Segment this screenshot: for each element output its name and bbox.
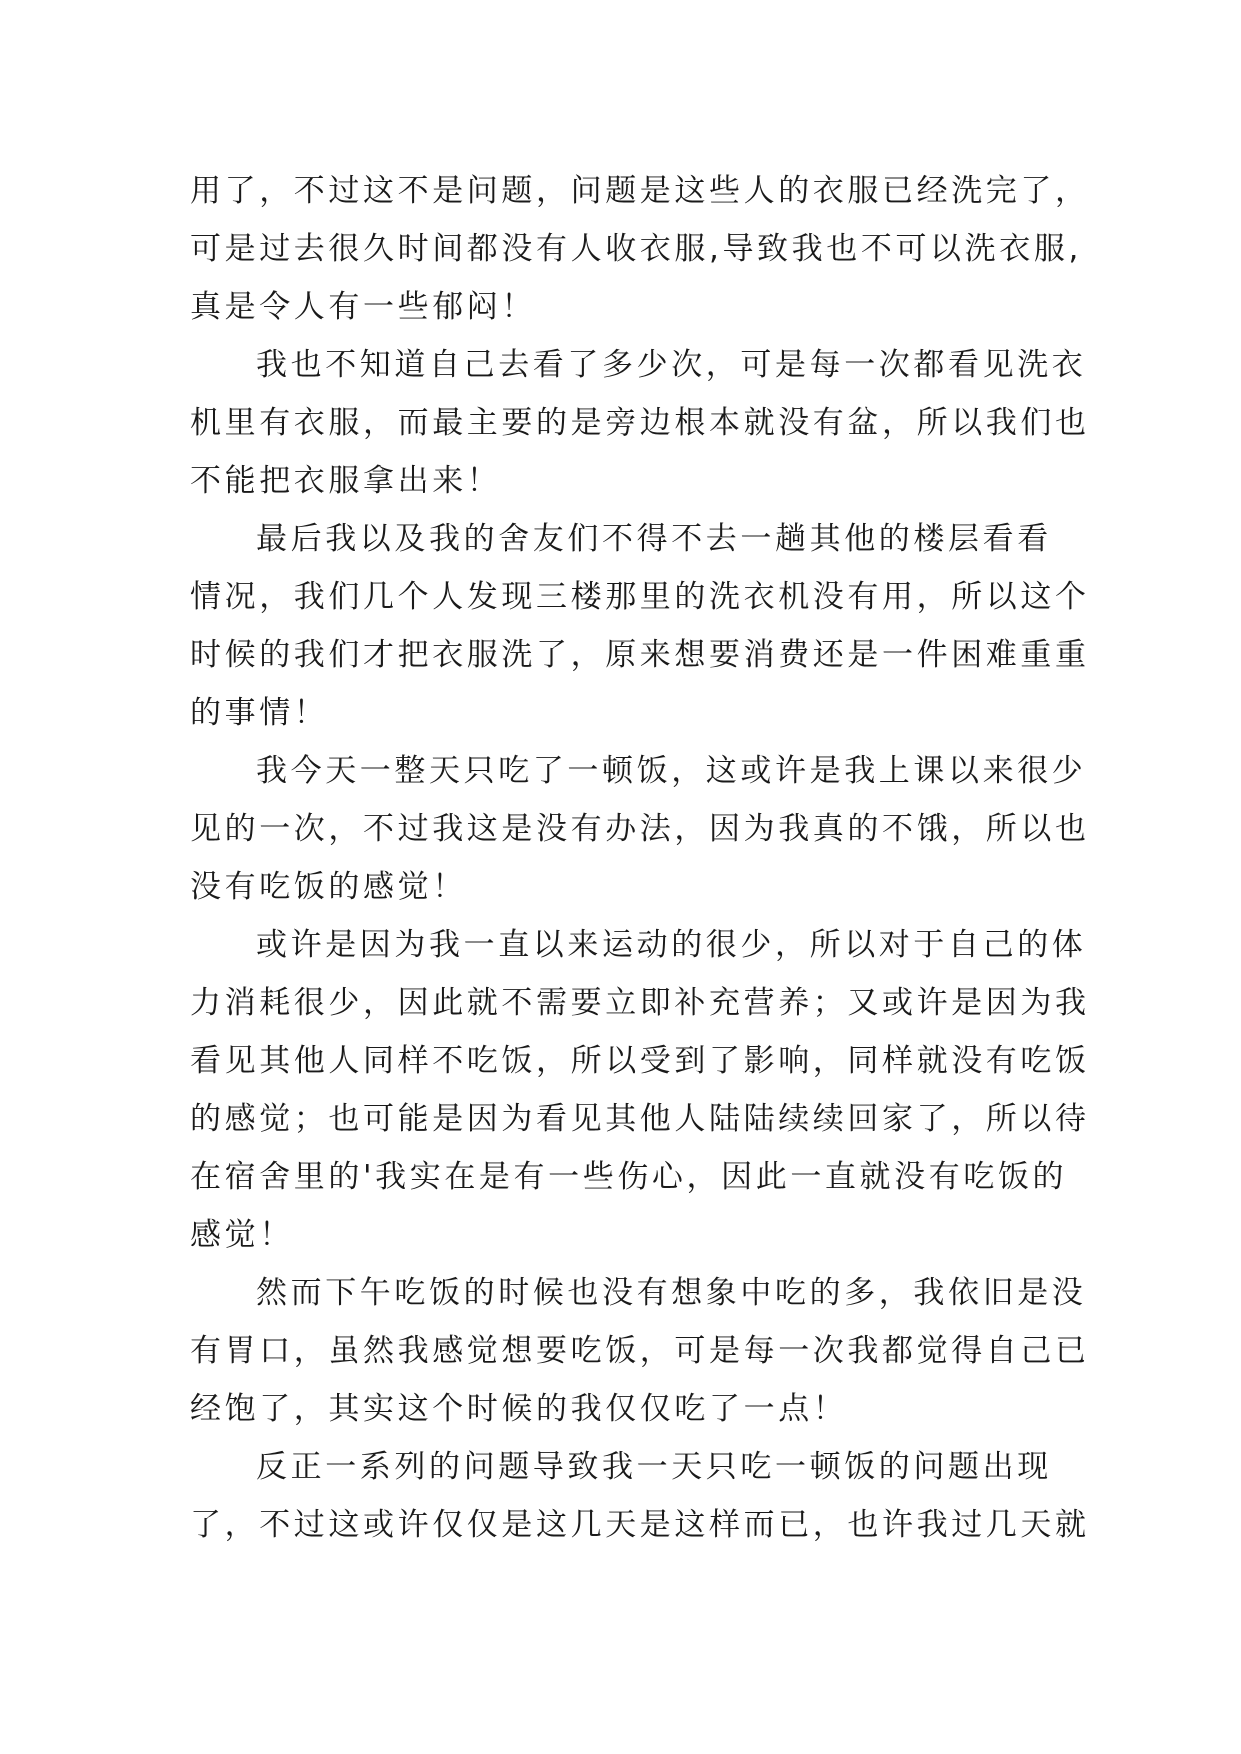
- document-body: [190, 162, 1090, 1554]
- text-line: 经饱了，其实这个时候的我仅仅吃了一点！: [190, 1391, 848, 1427]
- text-line: 有胃口，虽然我感觉想要吃饭，可是每一次我都觉得自己已: [190, 1333, 1090, 1369]
- text-line: 我今天一整天只吃了一顿饭，这或许是我上课以来很少: [256, 753, 1087, 789]
- text-line: 的事情！: [190, 695, 329, 731]
- text-line: 反正一系列的问题导致我一天只吃一顿饭的问题出现: [256, 1449, 1052, 1485]
- text-line: 了，不过这或许仅仅是这几天是这样而已，也许我过几天就: [190, 1507, 1090, 1543]
- text-line: 最后我以及我的舍友们不得不去一趟其他的楼层看看: [256, 521, 1052, 557]
- text-line: 然而下午吃饭的时候也没有想象中吃的多，我依旧是没: [256, 1275, 1087, 1311]
- text-line: 力消耗很少，因此就不需要立即补充营养；又或许是因为我: [190, 985, 1090, 1021]
- text-line: 情况，我们几个人发现三楼那里的洗衣机没有用，所以这个: [190, 579, 1090, 615]
- paragraph: [190, 742, 1090, 916]
- paragraph: [190, 162, 1090, 336]
- paragraph: [190, 916, 1090, 1264]
- text-line: 见的一次，不过我这是没有办法，因为我真的不饿，所以也: [190, 811, 1090, 847]
- text-line: 在宿舍里的'我实在是有一些伤心，因此一直就没有吃饭的: [190, 1159, 1068, 1195]
- paragraph: [190, 1264, 1090, 1438]
- text-line: 可是过去很久时间都没有人收衣服,导致我也不可以洗衣服,: [190, 231, 1082, 267]
- text-line: 不能把衣服拿出来！: [190, 463, 502, 499]
- paragraph: [190, 336, 1090, 510]
- text-line: 看见其他人同样不吃饭，所以受到了影响，同样就没有吃饭: [190, 1043, 1090, 1079]
- text-line: 用了，不过这不是问题，问题是这些人的衣服已经洗完了，: [190, 173, 1090, 209]
- text-line: 没有吃饭的感觉！: [190, 869, 467, 905]
- text-line: 机里有衣服，而最主要的是旁边根本就没有盆，所以我们也: [190, 405, 1090, 441]
- text-line: 时候的我们才把衣服洗了，原来想要消费还是一件困难重重: [190, 637, 1090, 673]
- text-line: 或许是因为我一直以来运动的很少，所以对于自己的体: [256, 927, 1087, 963]
- text-line: 真是令人有一些郁闷！: [190, 289, 536, 325]
- text-line: 我也不知道自己去看了多少次，可是每一次都看见洗衣: [256, 347, 1087, 383]
- text-line: 的感觉；也可能是因为看见其他人陆陆续续回家了，所以待: [190, 1101, 1090, 1137]
- text-line: 感觉！: [190, 1217, 294, 1253]
- paragraph: [190, 1438, 1090, 1554]
- paragraph: [190, 510, 1090, 742]
